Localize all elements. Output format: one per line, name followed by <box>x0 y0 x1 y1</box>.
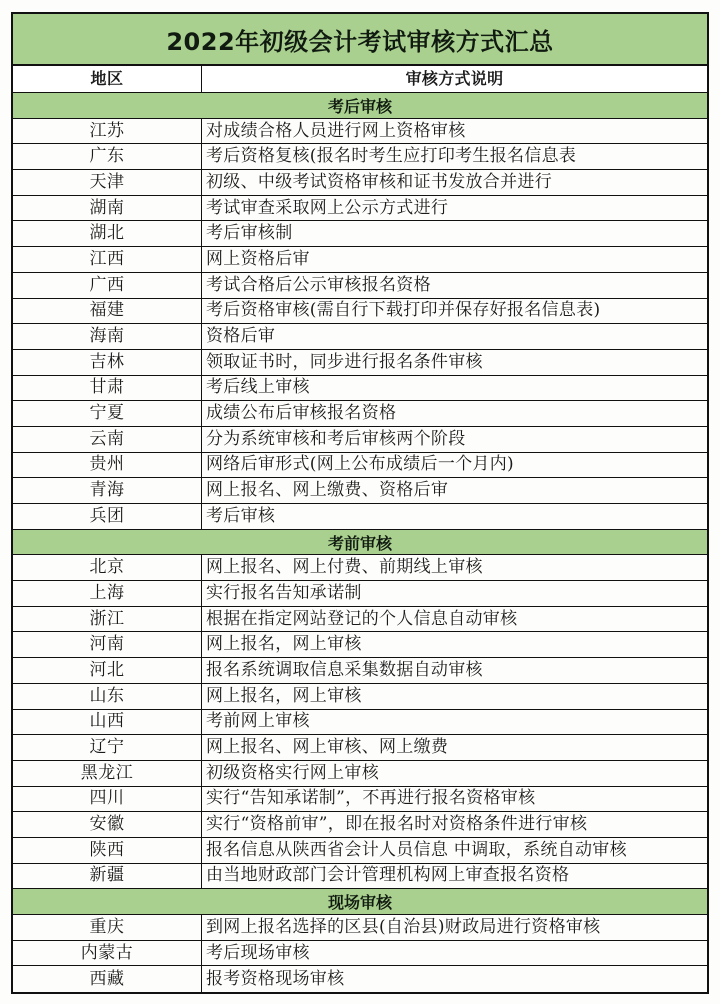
table-row <box>13 170 707 196</box>
region-cell: 黑龙江 <box>13 761 202 786</box>
region-cell: 四川 <box>13 787 202 812</box>
region-cell: 北京 <box>13 555 202 580</box>
description-cell: 网上报名，网上审核 <box>206 634 362 655</box>
description-cell: 网上报名、网上审核、网上缴费 <box>206 737 449 758</box>
table-row <box>13 324 707 350</box>
table-row <box>13 376 707 402</box>
section-header: 现场审核 <box>13 889 707 915</box>
region-cell: 山西 <box>13 710 202 735</box>
description-cell: 考后资格复核(报名时考生应打印考生报名信息表 <box>206 146 577 167</box>
region-cell: 青海 <box>13 478 202 503</box>
table-row <box>13 915 707 941</box>
region-cell: 云南 <box>13 427 202 452</box>
region-cell: 陕西 <box>13 838 202 863</box>
region-cell: 广西 <box>13 273 202 298</box>
table-row <box>13 453 707 479</box>
section-header: 考后审核 <box>13 93 707 119</box>
table-row <box>13 864 707 890</box>
table-row <box>13 221 707 247</box>
table-title: 2022年初级会计考试审核方式汇总 <box>13 14 707 66</box>
region-cell: 山东 <box>13 684 202 709</box>
table-row <box>13 812 707 838</box>
table-row <box>13 247 707 273</box>
description-cell: 网上报名，网上审核 <box>206 685 362 706</box>
table-row <box>13 632 707 658</box>
description-cell: 考后资格审核(需自行下载打印并保存好报名信息表) <box>206 300 601 321</box>
region-cell: 宁夏 <box>13 401 202 426</box>
region-cell: 西藏 <box>13 966 202 992</box>
table-row <box>13 350 707 376</box>
region-cell: 贵州 <box>13 453 202 478</box>
region-cell: 新疆 <box>13 864 202 889</box>
table-row <box>13 658 707 684</box>
description-cell: 由当地财政部门会计管理机构网上审查报名资格 <box>206 865 570 886</box>
region-cell: 江苏 <box>13 119 202 144</box>
description-cell: 分为系统审核和考后审核两个阶段 <box>206 428 466 449</box>
description-cell: 考后线上审核 <box>206 377 310 398</box>
region-cell: 甘肃 <box>13 376 202 401</box>
table-row <box>13 144 707 170</box>
region-cell: 广东 <box>13 144 202 169</box>
region-cell: 天津 <box>13 170 202 195</box>
region-cell: 江西 <box>13 247 202 272</box>
description-cell: 资格后审 <box>206 326 276 347</box>
description-cell: 报名信息从陕西省会计人员信息 中调取，系统自动审核 <box>206 839 627 860</box>
audit-methods-table <box>11 12 709 994</box>
table-row <box>13 119 707 145</box>
section-header: 考前审核 <box>13 530 707 556</box>
description-cell: 到网上报名选择的区县(自治县)财政局进行资格审核 <box>206 916 601 937</box>
table-row <box>13 427 707 453</box>
table-header-row <box>13 66 707 93</box>
table-row <box>13 555 707 581</box>
table-row <box>13 941 707 967</box>
description-cell: 考后审核 <box>206 505 276 526</box>
table-row <box>13 273 707 299</box>
region-cell: 兵团 <box>13 504 202 529</box>
description-cell: 初级、中级考试资格审核和证书发放合并进行 <box>206 171 552 192</box>
region-cell: 上海 <box>13 581 202 606</box>
region-cell: 重庆 <box>13 915 202 940</box>
region-cell: 辽宁 <box>13 735 202 760</box>
table-row <box>13 504 707 530</box>
description-cell: 领取证书时，同步进行报名条件审核 <box>206 351 483 372</box>
region-cell: 福建 <box>13 299 202 324</box>
description-cell: 考前网上审核 <box>206 711 310 732</box>
table-row <box>13 966 707 992</box>
table-row <box>13 607 707 633</box>
table-row <box>13 196 707 222</box>
table-row <box>13 787 707 813</box>
description-cell: 实行“告知承诺制”，不再进行报名资格审核 <box>206 788 536 809</box>
region-cell: 吉林 <box>13 350 202 375</box>
region-cell: 河南 <box>13 632 202 657</box>
table-row <box>13 761 707 787</box>
description-cell: 考后审核制 <box>206 223 293 244</box>
header-region: 地区 <box>13 66 202 92</box>
table-row <box>13 838 707 864</box>
table-row <box>13 581 707 607</box>
description-cell: 初级资格实行网上审核 <box>206 762 379 783</box>
region-cell: 海南 <box>13 324 202 349</box>
region-cell: 湖南 <box>13 196 202 221</box>
table-row <box>13 401 707 427</box>
description-cell: 根据在指定网站登记的个人信息自动审核 <box>206 608 518 629</box>
table-row <box>13 684 707 710</box>
description-cell: 网上资格后审 <box>206 248 310 269</box>
description-cell: 报名系统调取信息采集数据自动审核 <box>206 659 483 680</box>
description-cell: 实行“资格前审”，即在报名时对资格条件进行审核 <box>206 814 588 835</box>
description-cell: 网上报名、网上缴费、资格后审 <box>206 480 449 501</box>
description-cell: 考后现场审核 <box>206 942 310 963</box>
region-cell: 湖北 <box>13 221 202 246</box>
table-row <box>13 735 707 761</box>
description-cell: 网上报名、网上付费、前期线上审核 <box>206 557 483 578</box>
table-row <box>13 299 707 325</box>
table-body <box>13 93 707 992</box>
region-cell: 河北 <box>13 658 202 683</box>
region-cell: 浙江 <box>13 607 202 632</box>
table-row <box>13 478 707 504</box>
header-description: 审核方式说明 <box>405 69 504 88</box>
region-cell: 安徽 <box>13 812 202 837</box>
description-cell: 实行报名告知承诺制 <box>206 582 362 603</box>
description-cell: 报考资格现场审核 <box>206 968 345 989</box>
table-row <box>13 710 707 736</box>
description-cell: 成绩公布后审核报名资格 <box>206 403 397 424</box>
region-cell: 内蒙古 <box>13 941 202 966</box>
description-cell: 考试合格后公示审核报名资格 <box>206 274 431 295</box>
description-cell: 对成绩合格人员进行网上资格审核 <box>206 120 466 141</box>
description-cell: 网络后审形式(网上公布成绩后一个月内) <box>206 454 514 475</box>
description-cell: 考试审查采取网上公示方式进行 <box>206 197 449 218</box>
